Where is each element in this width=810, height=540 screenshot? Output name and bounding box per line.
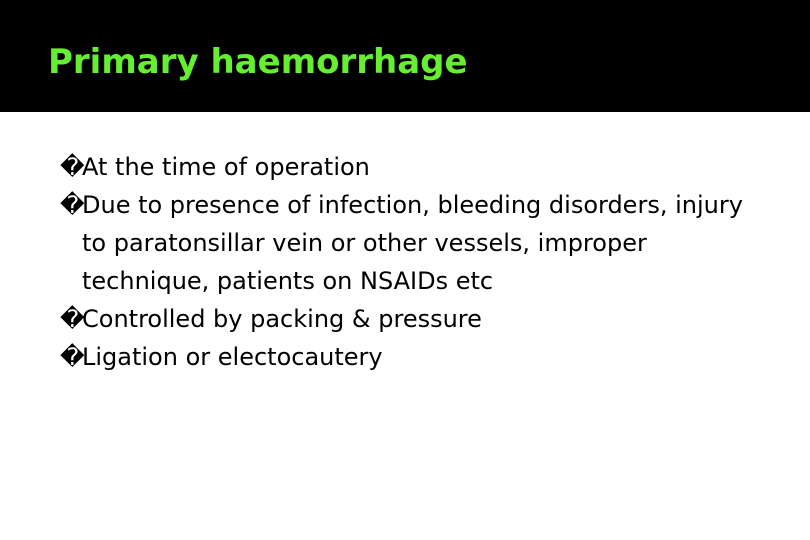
bullet-text: Controlled by packing & pressure bbox=[82, 305, 482, 333]
bullet-item bbox=[60, 186, 760, 300]
slide-title: Primary haemorrhage bbox=[48, 42, 468, 82]
bullet-marker-icon: � bbox=[60, 343, 85, 371]
bullet-item bbox=[60, 148, 760, 186]
bullet-list bbox=[60, 148, 760, 376]
bullet-marker-icon: � bbox=[60, 305, 85, 333]
bullet-marker-icon: � bbox=[60, 191, 85, 219]
bullet-marker-icon: � bbox=[60, 153, 85, 181]
title-bar bbox=[0, 0, 810, 112]
bullet-text: Ligation or electocautery bbox=[82, 343, 383, 371]
bullet-text: Due to presence of infection, bleeding disorders, injury to paratonsillar vein or other vessels, improper technique, patients on NSAIDs etc bbox=[82, 191, 743, 295]
bullet-text: At the time of operation bbox=[82, 153, 370, 181]
bullet-item bbox=[60, 338, 760, 376]
bullet-item bbox=[60, 300, 760, 338]
